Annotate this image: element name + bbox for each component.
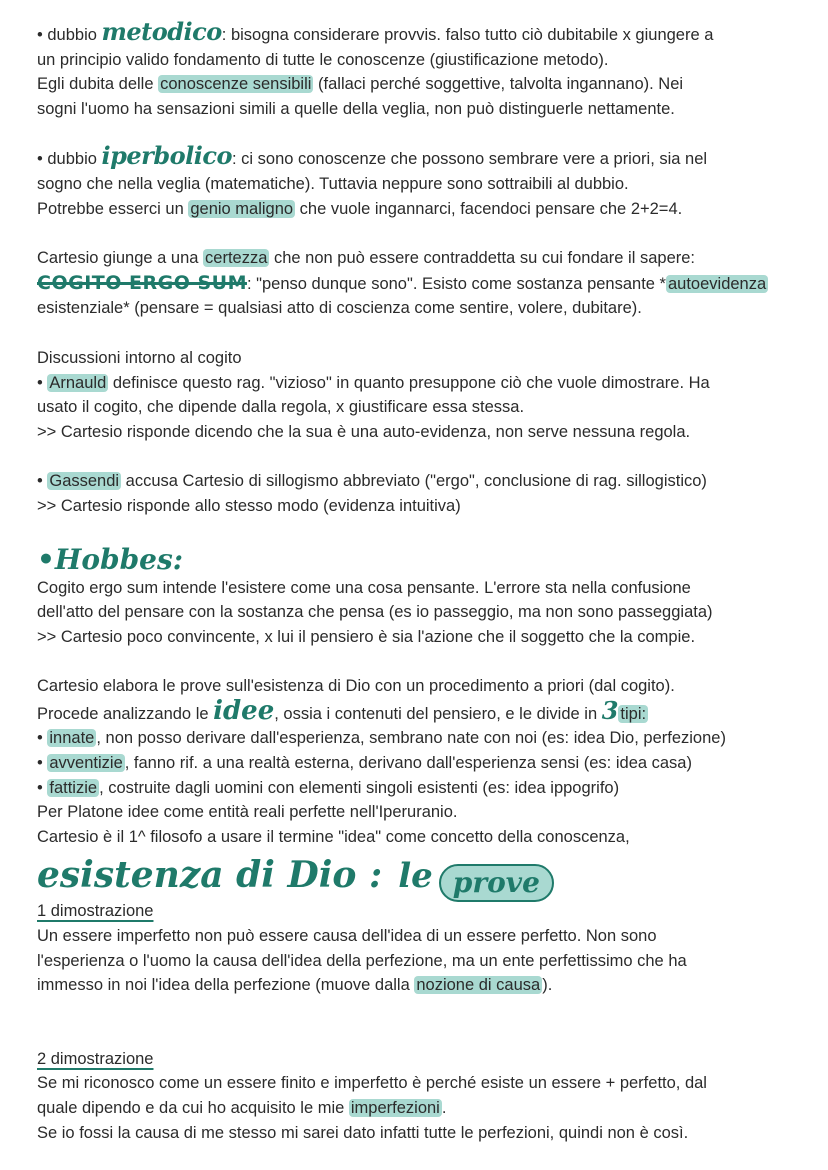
highlight-tipi: tipi: <box>620 704 647 723</box>
dim1-title-line <box>37 899 807 924</box>
dim1-line-2: l'esperienza o l'uomo la causa dell'idea della perfezione, ma un ente perfettissimo che ha <box>37 951 687 970</box>
handwritten-esistenza-di-dio: esistenza di Dio : <box>37 854 383 897</box>
text: definisce questo rag. "vizioso" in quanto presuppone ciò che vuole dimostrare. Ha <box>108 373 710 392</box>
text: che non può essere contraddetta su cui fondare il sapere: <box>269 249 695 268</box>
bullet-prefix: • dubbio <box>37 26 102 44</box>
idee-line-2 <box>37 695 807 727</box>
highlight-autoevidenza: autoevidenza <box>667 274 767 293</box>
dim2-title-line <box>37 1047 807 1072</box>
highlight-certezza: certezza <box>205 249 268 268</box>
text: , non posso derivare dall'esperienza, sembrano nate con noi (es: idea Dio, perfezione) <box>96 729 726 748</box>
metodico-text: : bisogna considerare provvis. falso tutto ciò dubitabile x giungere a <box>221 26 714 44</box>
text: : "penso dunque sono". Esisto come sostanza pensante * <box>246 274 666 293</box>
prove-heading <box>37 853 807 899</box>
gassendi-line-2: >> Cartesio risponde allo stesso modo (evidenza intuitiva) <box>37 496 461 515</box>
innate-line: • innate , non posso derivare dall'esperienza, sembrano nate con noi (es: idea Dio, perfezione) <box>37 729 726 748</box>
text: Potrebbe esserci un <box>37 199 189 218</box>
handwritten-prove-bubble: prove <box>439 864 554 902</box>
highlight-innate: innate <box>49 729 95 748</box>
text: quale dipendo e da cui ho acquisito le mie <box>37 1099 349 1117</box>
highlight-gassendi: Gassendi <box>49 472 120 491</box>
cartesio-line: Cartesio è il 1^ filosofo a usare il termine "idea" come concetto della conoscenza, <box>37 827 630 846</box>
metodico-line-1 <box>37 17 807 48</box>
handwritten-three: 3 <box>601 695 619 725</box>
highlight-genio-maligno: genio maligno <box>190 199 294 218</box>
highlight-conoscenze-sensibili: conoscenze sensibili <box>160 75 312 94</box>
hobbes-line-2: dell'atto del pensare con la sostanza che pensa (es io passeggio, ma non sono passeggiata) <box>37 603 713 622</box>
arnauld-line-2: usato il cogito, che dipende dalla regola, x giustificare essa stessa. <box>37 398 525 417</box>
text: ). <box>542 976 553 995</box>
hobbes-heading <box>37 544 807 576</box>
fattizie-line: • fattizie , costruite dagli uomini con elementi singoli esistenti (es: idea ippogrifo) <box>37 778 620 797</box>
text: . <box>441 1099 447 1117</box>
dim1-title: 1 dimostrazione <box>37 902 154 921</box>
dim1-line-3 <box>37 973 807 998</box>
text: immesso in noi l'idea della perfezione (muove dalla <box>37 976 415 995</box>
text: accusa Cartesio di sillogismo abbreviato ("ergo", conclusione di rag. sillogistico) <box>121 472 707 491</box>
bullet: • <box>37 472 48 491</box>
text: , fanno rif. a una realtà esterna, derivano dall'esperienza sensi (es: idea casa) <box>124 754 692 773</box>
text: Cartesio giunge a una <box>37 249 204 268</box>
iperbolico-line-1 <box>37 141 807 172</box>
idee-line-1: Cartesio elabora le prove sull'esistenza di Dio con un procedimento a priori (dal cogito). <box>37 677 675 696</box>
text: che vuole ingannarci, facendoci pensare che 2+2=4. <box>295 199 683 218</box>
platone-line: Per Platone idee come entità reali perfette nell'Iperuranio. <box>37 803 458 822</box>
dim2-line-2 <box>37 1096 807 1121</box>
iperbolico-text: : ci sono conoscenze che possono sembrare vere a priori, sia nel <box>231 150 708 169</box>
text: , costruite dagli uomini con elementi singoli esistenti (es: idea ippogrifo) <box>99 778 620 797</box>
text: , ossia i contenuti del pensiero, e le divide in <box>274 704 602 723</box>
avventizie-line: • avventizie , fanno rif. a una realtà esterna, derivano dall'esperienza sensi (es: idea casa) <box>37 754 692 773</box>
highlight-avventizie: avventizie <box>49 754 123 773</box>
dim2-line-1: Se mi riconosco come un essere finito e imperfetto è perché esiste un essere + perfetto, dal <box>37 1074 707 1093</box>
cogito-line-2 <box>37 271 807 297</box>
bullet-prefix: • dubbio <box>37 150 102 169</box>
iperbolico-line-2: sogno che nella veglia (matematiche). Tuttavia neppure sono sottraibili al dubbio. <box>37 174 629 193</box>
arnauld-line-3: >> Cartesio risponde dicendo che la sua è una auto-evidenza, non serve nessuna regola. <box>37 422 691 441</box>
notes-page <box>37 17 807 1145</box>
handwritten-le: le <box>398 856 433 897</box>
discussioni-title: Discussioni intorno al cogito <box>37 348 242 367</box>
hobbes-line-3: >> Cartesio poco convincente, x lui il pensiero è sia l'azione che il soggetto che la compie. <box>37 627 696 646</box>
cogito-line-1 <box>37 246 807 271</box>
handwritten-idee: idee <box>213 695 275 726</box>
metodico-line-3 <box>37 72 807 97</box>
hobbes-line-1: Cogito ergo sum intende l'esistere come una cosa pensante. L'errore sta nella confusione <box>37 578 691 597</box>
dim1-line-1: Un essere imperfetto non può essere causa dell'idea di un essere perfetto. Non sono <box>37 927 657 946</box>
highlight-fattizie: fattizie <box>49 778 98 797</box>
handwritten-hobbes: •Hobbes: <box>37 542 184 576</box>
arnauld-line-1 <box>37 371 807 396</box>
dim2-line-3: Se io fossi la causa di me stesso mi sarei dato infatti tutte le perfezioni, quindi non è così. <box>37 1123 689 1142</box>
highlight-arnauld: Arnauld <box>49 373 107 392</box>
dim2-title: 2 dimostrazione <box>37 1049 154 1068</box>
bullet: • <box>37 373 48 392</box>
handwritten-cogito-ergo-sum: COGITO ERGO SUM <box>37 271 247 294</box>
metodico-line-4: sogni l'uomo ha sensazioni simili a quelle della veglia, non può distinguerle nettamente. <box>37 99 675 118</box>
metodico-line-2: un principio valido fondamento di tutte le conoscenze (giustificazione metodo). <box>37 50 609 69</box>
text: (fallaci perché soggettive, talvolta ingannano). Nei <box>313 75 684 94</box>
gassendi-line-1 <box>37 469 807 494</box>
text: Procede analizzando le <box>37 704 214 723</box>
highlight-nozione-di-causa: nozione di causa <box>416 976 541 995</box>
iperbolico-line-3 <box>37 197 807 222</box>
cogito-line-3: esistenziale* (pensare = qualsiasi atto di coscienza come sentire, volere, dubitare). <box>37 299 642 318</box>
text: Egli dubita delle <box>37 75 159 94</box>
highlight-imperfezioni: imperfezioni <box>350 1099 440 1117</box>
handwritten-iperbolico: iperbolico <box>101 141 232 171</box>
handwritten-metodico: metodico <box>101 17 222 46</box>
